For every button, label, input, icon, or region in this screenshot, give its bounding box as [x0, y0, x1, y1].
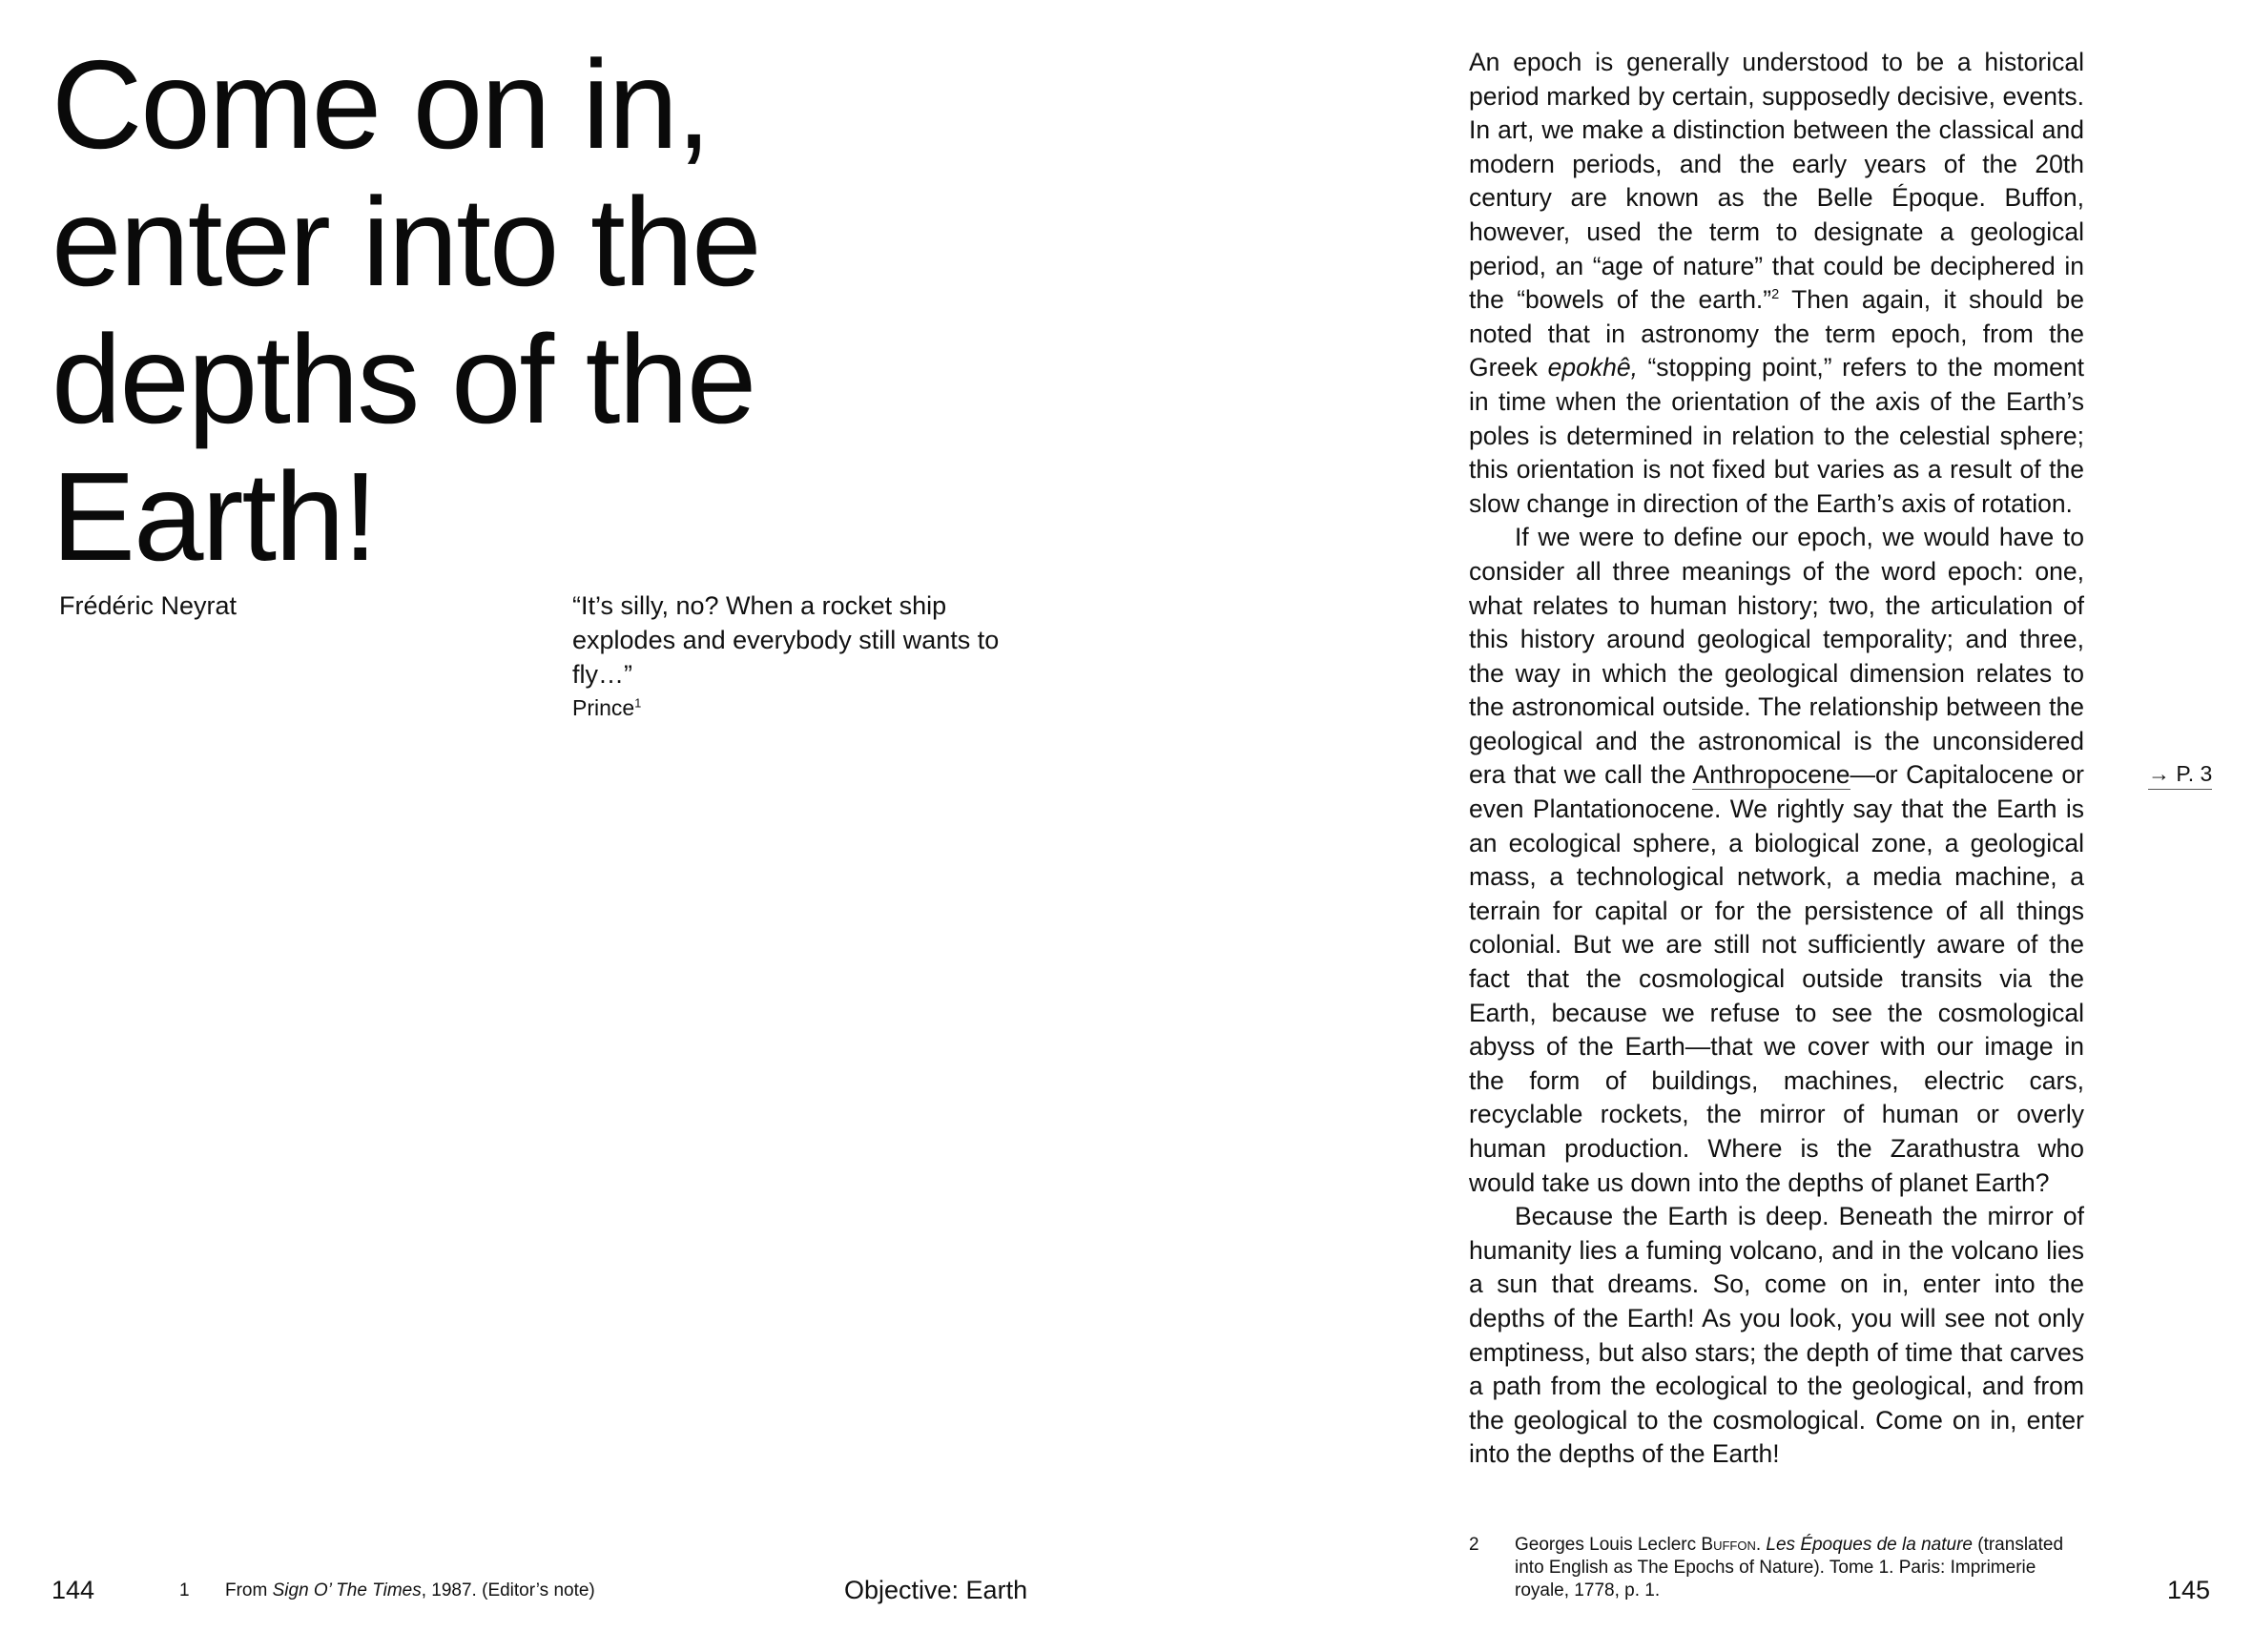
anthropocene-link[interactable]: Anthropocene [1692, 760, 1850, 790]
footnote-2-text [1515, 1534, 2084, 1602]
epigraph-attribution-line [572, 692, 1021, 724]
footnote-1-number: 1 [179, 1580, 190, 1600]
paragraph-2-part-b: —or Capitalocene or even Plantationocene. We rightly say that the Earth is an ecological sphere, a biological zone, a geological mass, a technological network, a media machine, a terrain for capital or for the persistence of all things colonial. But we are still not sufficiently aware of the fact that the cosmological outside transits via the Earth, because we refuse to see the cosmological abyss of the Earth—that we cover with our image in the form of buildings, machines, electric cars, recyclable rockets, the mirror of human or overly human production. Where is the Zarathustra who would take us down into the depths of planet Earth? [1469, 760, 2084, 1197]
body-text [1469, 46, 2084, 1472]
footnote-2 [1469, 1534, 2084, 1602]
page-cross-reference[interactable]: → P. 3 [2148, 759, 2212, 790]
running-title: Objective: Earth [844, 1576, 1028, 1604]
footnote-2-work: Les Époques de la nature [1766, 1535, 1973, 1555]
paragraph-1-part-a: An epoch is generally understood to be a historical period marked by certain, supposedly decisive, events. In art, we make a distinction between the classical and modern periods, and the early years of the 20th century are known as the Belle Époque. Buffon, however, used the term to designate a geological period, an “age of nature” that could be deciphered in the “bowels of the earth.” [1469, 48, 2084, 315]
epigraph [572, 589, 1021, 724]
footnote-1-prefix: From [225, 1580, 273, 1600]
epigraph-quote: “It’s silly, no? When a rocket ship explodes and everybody still wants to fly…” [572, 591, 1000, 689]
paragraph-2-part-a: If we were to define our epoch, we would have to consider all three meanings of the word epoch: one, what relates to human history; two, the articulation of this history around geological temporality; and three, the way in which the geological dimension relates to the astronomical outside. The relationship between the geological and the astronomical is the unconsidered era that we call the [1469, 523, 2084, 790]
footnote-1-suffix: , 1987. (Editor’s note) [421, 1580, 595, 1600]
author-name: Frédéric Neyrat [59, 591, 238, 620]
body-paragraph-3: Because the Earth is deep. Beneath the mirror of humanity lies a fuming volcano, and in the volcano lies a sun that dreams. So, come on in, enter into the depths of the Earth! As you look, you will see not only emptiness, but also stars; the depth of time that carves a path from the ecological to the geological, and from the geological to the cosmological. Come on in, enter into the depths of the Earth! [1469, 1202, 2084, 1469]
footnote-2-author-last: Buffon [1701, 1535, 1756, 1555]
footnote-2-rest: (translated into English as The Epochs of Nature). Tome 1. Paris: Imprimerie royale, 1778, p. 1. [1515, 1535, 2064, 1600]
greek-term: epokhê, [1547, 353, 1638, 382]
footnote-mark-1: 1 [634, 696, 642, 711]
footnote-1-work: Sign O’ The Times [272, 1580, 422, 1600]
paragraph-1-part-b: Then again, it should be noted that in astronomy the term epoch, from the Greek [1469, 285, 2084, 382]
footnote-2-separator: . [1755, 1535, 1767, 1555]
page-number-right: 145 [2167, 1576, 2211, 1604]
footnote-2-author-first: Georges Louis Leclerc [1515, 1535, 1702, 1555]
footnote-mark-2: 2 [1771, 287, 1780, 303]
epigraph-attribution: Prince [572, 695, 635, 720]
page-number-left: 144 [52, 1576, 95, 1604]
chapter-title: Come on in, enter into the depths of the Earth! [52, 34, 760, 587]
footnote-1 [179, 1580, 595, 1602]
body-paragraph-2 [1469, 521, 2084, 1200]
paragraph-1-part-c: “stopping point,” refers to the moment in time when the orientation of the axis of the Earth’s poles is determined in relation to the celestial sphere; this orientation is not fixed but varies as a result of the slow change in direction of the Earth’s axis of rotation. [1469, 353, 2084, 518]
body-paragraph-1 [1469, 46, 2084, 521]
footnote-2-number: 2 [1469, 1535, 1479, 1555]
